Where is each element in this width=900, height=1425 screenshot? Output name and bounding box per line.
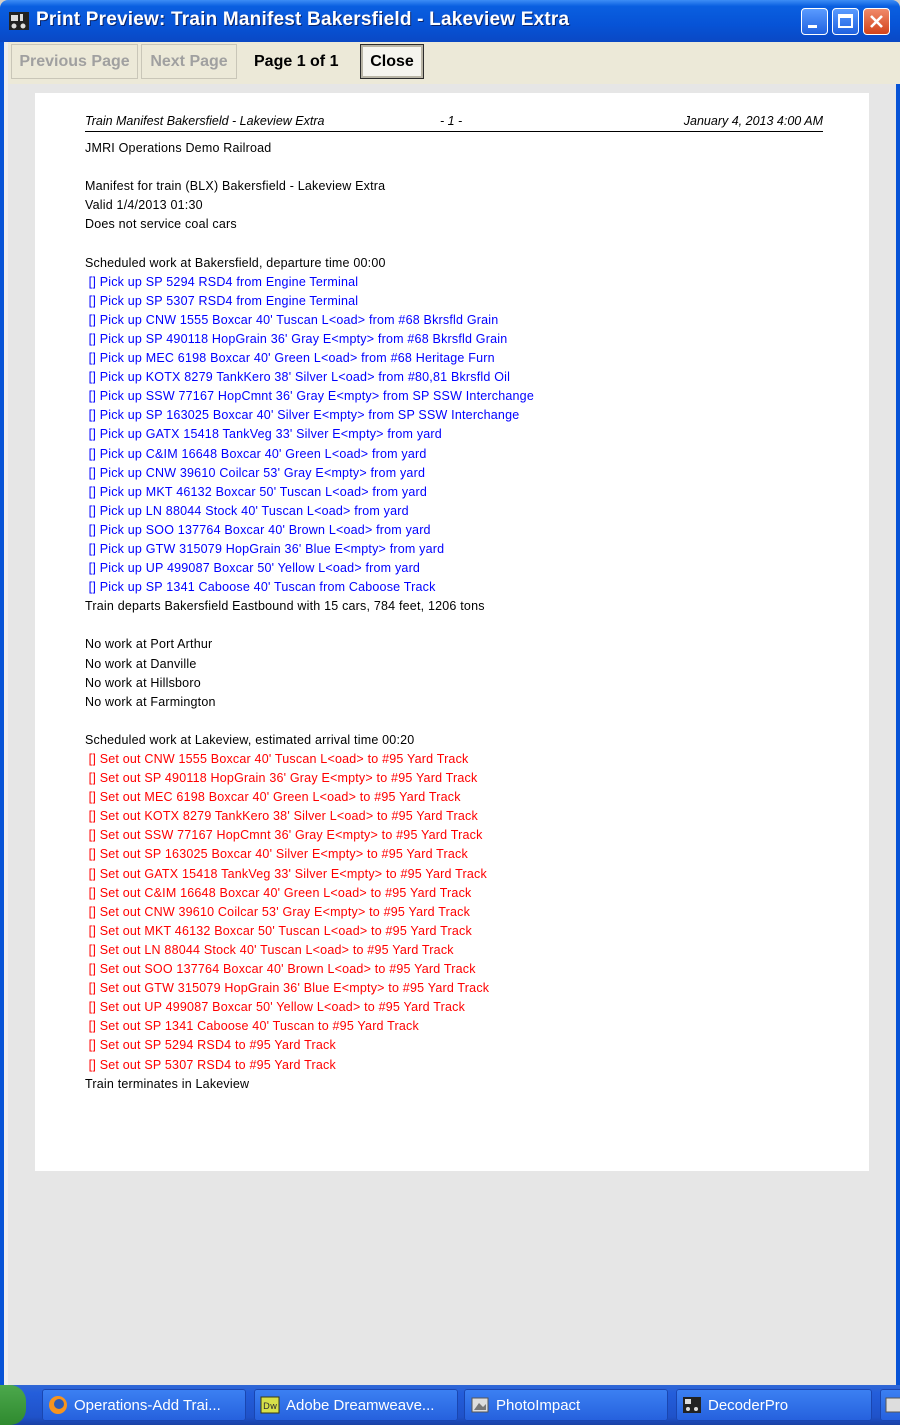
pickup-line: [] Pick up SP 5307 RSD4 from Engine Terminal xyxy=(85,293,359,308)
setout-line: [] Set out SP 5307 RSD4 to #95 Yard Track xyxy=(85,1057,336,1072)
setout-line: [] Set out SSW 77167 HopCmnt 36' Gray E<mpty> to #95 Yard Track xyxy=(85,828,483,843)
minimize-icon xyxy=(802,9,827,34)
manifest-line: Train departs Bakersfield Eastbound with 15 cars, 784 feet, 1206 tons xyxy=(85,599,485,614)
maximize-button[interactable] xyxy=(832,8,859,35)
manifest-line xyxy=(85,712,823,731)
pickup-line: [] Pick up SP 5294 RSD4 from Engine Terminal xyxy=(85,274,359,289)
manifest-line: No work at Danville xyxy=(85,656,197,671)
manifest-line xyxy=(85,158,823,177)
setout-line: [] Set out SP 1341 Caboose 40' Tuscan to #95 Yard Track xyxy=(85,1019,419,1034)
manifest-line: Scheduled work at Lakeview, estimated arrival time 00:20 xyxy=(85,732,415,747)
taskbar-item-operations[interactable] xyxy=(42,1389,246,1421)
pickup-line: [] Pick up CNW 39610 Coilcar 53' Gray E<mpty> from yard xyxy=(85,465,426,480)
taskbar-item-overflow[interactable] xyxy=(880,1389,900,1421)
taskbar-item-decoderpro[interactable] xyxy=(676,1389,872,1421)
page-indicator: Page 1 of 1 xyxy=(254,53,339,70)
manifest-line: JMRI Operations Demo Railroad xyxy=(85,141,272,155)
pickup-line: [] Pick up SSW 77167 HopCmnt 36' Gray E<mpty> from SP SSW Interchange xyxy=(85,389,534,404)
pickup-line: [] Pick up GTW 315079 HopGrain 36' Blue E<mpty> from yard xyxy=(85,541,445,556)
setout-line: [] Set out C&IM 16648 Boxcar 40' Green L<oad> to #95 Yard Track xyxy=(85,885,472,900)
manifest-line: No work at Farmington xyxy=(85,694,216,709)
setout-line: [] Set out SP 5294 RSD4 to #95 Yard Track xyxy=(85,1038,336,1053)
firefox-icon xyxy=(48,1395,68,1415)
header-title: Train Manifest Bakersfield - Lakeview Extra xyxy=(85,114,325,128)
manifest-line xyxy=(85,234,823,253)
manifest-line: No work at Port Arthur xyxy=(85,637,213,652)
preview-toolbar xyxy=(8,42,900,84)
taskbar-item-label: Operations-Add Trai... xyxy=(74,1396,221,1414)
setout-line: [] Set out KOTX 8279 TankKero 38' Silver L<oad> to #95 Yard Track xyxy=(85,809,478,824)
manifest-line: No work at Hillsboro xyxy=(85,675,201,690)
app-icon xyxy=(884,1395,900,1415)
manifest-line: Valid 1/4/2013 01:30 xyxy=(85,198,203,213)
page-header xyxy=(85,111,823,132)
taskbar xyxy=(0,1385,900,1425)
pickup-line: [] Pick up MKT 46132 Boxcar 50' Tuscan L<oad> from yard xyxy=(85,484,428,499)
preview-viewport[interactable] xyxy=(8,84,896,1385)
photoimpact-icon xyxy=(470,1395,490,1415)
manifest-line: Does not service coal cars xyxy=(85,217,237,232)
maximize-icon xyxy=(833,9,858,34)
manifest-line xyxy=(85,616,823,635)
setout-line: [] Set out UP 499087 Boxcar 50' Yellow L<oad> to #95 Yard Track xyxy=(85,1000,466,1015)
setout-line: [] Set out SP 163025 Boxcar 40' Silver E<mpty> to #95 Yard Track xyxy=(85,847,468,862)
svg-text:Dw: Dw xyxy=(263,1402,278,1412)
manifest-document xyxy=(85,111,823,1094)
start-button[interactable] xyxy=(0,1385,26,1425)
taskbar-item-photoimpact[interactable] xyxy=(464,1389,668,1421)
pickup-line: [] Pick up SP 163025 Boxcar 40' Silver E<mpty> from SP SSW Interchange xyxy=(85,408,520,423)
setout-line: [] Set out LN 88044 Stock 40' Tuscan L<oad> to #95 Yard Track xyxy=(85,942,454,957)
minimize-button[interactable] xyxy=(801,8,828,35)
setout-line: [] Set out SP 490118 HopGrain 36' Gray E<mpty> to #95 Yard Track xyxy=(85,771,478,786)
close-button[interactable]: Close xyxy=(360,44,424,79)
window-title-bar[interactable] xyxy=(0,0,900,42)
manifest-line: Train terminates in Lakeview xyxy=(85,1076,250,1091)
dreamweaver-icon xyxy=(260,1395,280,1415)
close-icon xyxy=(864,9,889,34)
header-date: January 4, 2013 4:00 AM xyxy=(683,114,823,128)
pickup-line: [] Pick up SP 490118 HopGrain 36' Gray E<mpty> from #68 Bkrsfld Grain xyxy=(85,331,508,346)
taskbar-item-label: DecoderPro xyxy=(708,1396,789,1414)
taskbar-item-dreamweaver[interactable] xyxy=(254,1389,458,1421)
pickup-line: [] Pick up C&IM 16648 Boxcar 40' Green L<oad> from yard xyxy=(85,446,427,461)
train-app-icon xyxy=(8,10,30,32)
header-page-number: - 1 - xyxy=(440,114,463,128)
setout-line: [] Set out CNW 1555 Boxcar 40' Tuscan L<oad> to #95 Yard Track xyxy=(85,752,469,766)
setout-line: [] Set out SOO 137764 Boxcar 40' Brown L<oad> to #95 Yard Track xyxy=(85,962,476,977)
pickup-line: [] Pick up LN 88044 Stock 40' Tuscan L<oad> from yard xyxy=(85,503,409,518)
taskbar-item-label: Adobe Dreamweave... xyxy=(286,1396,435,1414)
window-body xyxy=(0,42,900,1385)
manifest-line: Scheduled work at Bakersfield, departure time 00:00 xyxy=(85,255,386,270)
manifest-line: Manifest for train (BLX) Bakersfield - Lakeview Extra xyxy=(85,179,386,194)
setout-line: [] Set out MKT 46132 Boxcar 50' Tuscan L<oad> to #95 Yard Track xyxy=(85,923,472,938)
setout-line: [] Set out GTW 315079 HopGrain 36' Blue E<mpty> to #95 Yard Track xyxy=(85,981,490,996)
setout-line: [] Set out GATX 15418 TankVeg 33' Silver E<mpty> to #95 Yard Track xyxy=(85,866,487,881)
previous-page-button[interactable]: Previous Page xyxy=(11,44,138,79)
pickup-line: [] Pick up GATX 15418 TankVeg 33' Silver E<mpty> from yard xyxy=(85,427,442,442)
window-title: Print Preview: Train Manifest Bakersfield - Lakeview Extra xyxy=(36,9,570,30)
next-page-button[interactable]: Next Page xyxy=(141,44,237,79)
pickup-line: [] Pick up KOTX 8279 TankKero 38' Silver L<oad> from #80,81 Bkrsfld Oil xyxy=(85,370,511,385)
setout-line: [] Set out MEC 6198 Boxcar 40' Green L<oad> to #95 Yard Track xyxy=(85,790,461,805)
pickup-line: [] Pick up CNW 1555 Boxcar 40' Tuscan L<oad> from #68 Bkrsfld Grain xyxy=(85,312,499,327)
pickup-line: [] Pick up MEC 6198 Boxcar 40' Green L<oad> from #68 Heritage Furn xyxy=(85,351,495,366)
taskbar-item-label: PhotoImpact xyxy=(496,1396,581,1414)
setout-line: [] Set out CNW 39610 Coilcar 53' Gray E<mpty> to #95 Yard Track xyxy=(85,904,471,919)
pickup-line: [] Pick up SP 1341 Caboose 40' Tuscan from Caboose Track xyxy=(85,580,436,595)
manifest-lines xyxy=(85,139,823,1094)
pickup-line: [] Pick up SOO 137764 Boxcar 40' Brown L<oad> from yard xyxy=(85,522,431,537)
pickup-line: [] Pick up UP 499087 Boxcar 50' Yellow L<oad> from yard xyxy=(85,561,421,576)
manifest-page xyxy=(35,93,869,1171)
window-close-button[interactable] xyxy=(863,8,890,35)
decoderpro-icon xyxy=(682,1395,702,1415)
